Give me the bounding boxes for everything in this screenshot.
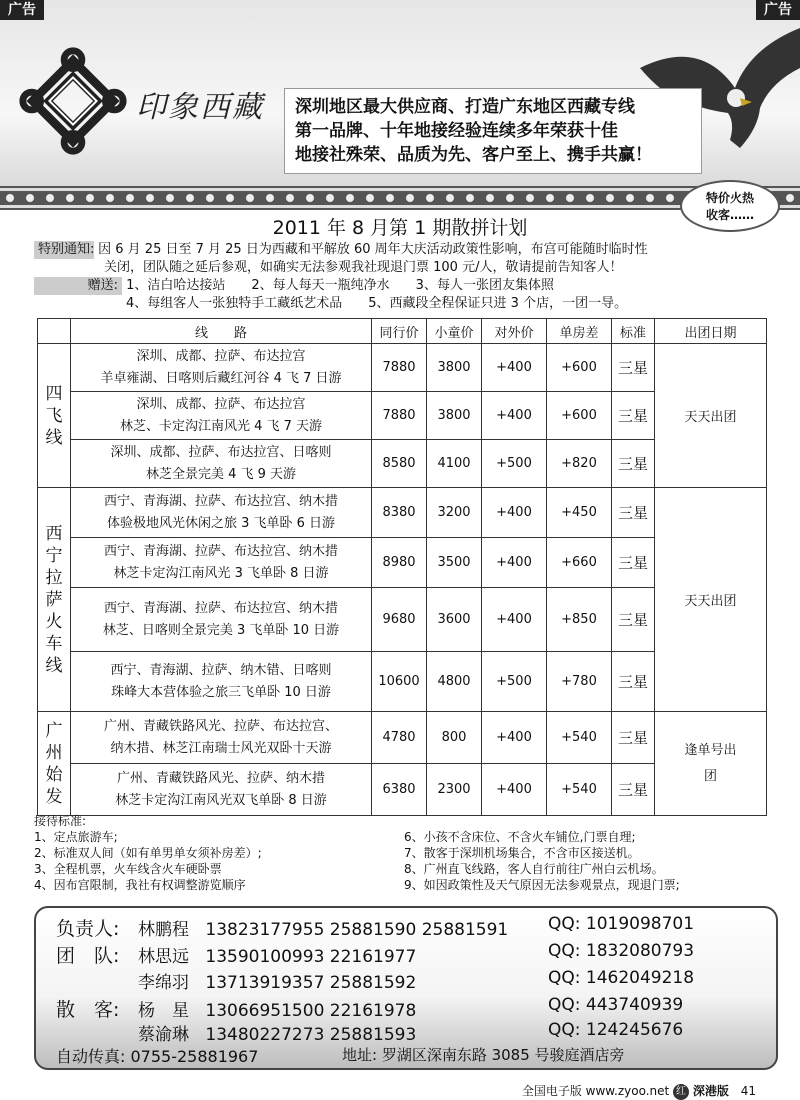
external-price: +400 [482,344,547,392]
contact-name: 李绵羽 [138,973,189,993]
terms-item: 2、标准双人间（如有单男单女须补房差）; [34,846,262,860]
footer-edition: 深港版 [692,1084,729,1098]
child-price: 4100 [427,440,482,488]
contact-qq: QQ: 124245676 [548,1020,684,1040]
hotel-standard: 三星 [612,764,655,816]
table-row [38,344,767,392]
external-price: +400 [482,712,547,764]
table-row [38,488,767,538]
single-supplement: +450 [547,488,612,538]
single-supplement: +850 [547,588,612,652]
contact-phones: 13480227273 25881593 [205,1025,417,1045]
contact-line [56,941,416,968]
child-price: 3600 [427,588,482,652]
fax-line: 自动传真: 0755-25881967 [56,1047,259,1066]
peer-price: 8380 [372,488,427,538]
contact-line [56,968,416,993]
column-header-group [38,319,71,344]
publisher-logo: 红 [673,1084,689,1100]
child-price: 3500 [427,538,482,588]
child-price: 4800 [427,652,482,712]
hotel-standard: 三星 [612,488,655,538]
terms-item: 8、广州直飞线路，客人自行前往广州白云机场。 [404,862,664,876]
hotel-standard: 三星 [612,712,655,764]
route-line: 西宁、青海湖、拉萨、布达拉宫、纳木措 [103,493,338,509]
terms-right-column [404,829,774,893]
child-price: 3800 [427,344,482,392]
single-supplement: +600 [547,392,612,440]
peer-price: 8980 [372,538,427,588]
route-desc [71,588,372,652]
terms-left-column [34,829,404,893]
terms-item: 4、因布宫限制，我社有权调整游览顺序 [34,878,246,892]
column-header: 标准 [612,319,655,344]
contact-label: 负责人: [56,918,120,940]
special-notice [34,241,774,313]
terms-item: 3、全程机票，火车线含火车硬卧票 [34,862,222,876]
departure-date: 天天出团 [655,488,767,712]
single-supplement: +600 [547,344,612,392]
contact-name: 蔡渝琳 [138,1025,189,1045]
contact-name: 林思远 [138,947,189,967]
departure-date-text: 逢单号出团 [684,742,737,784]
ad-label-right: 广告 [756,0,800,20]
peer-price: 7880 [372,392,427,440]
single-supplement: +540 [547,712,612,764]
route-desc [71,488,372,538]
route-line: 林芝卡定沟江南风光双飞单卧 8 日游 [115,792,327,808]
route-group-name: 西宁拉萨火车线 [38,488,71,712]
peer-price: 6380 [372,764,427,816]
badge-line: 收客…… [705,208,754,222]
route-line: 体验极地风光休闲之旅 3 飞单卧 6 日游 [106,515,336,531]
contact-phones: 13066951500 22161978 [205,1001,417,1021]
route-line: 西宁、青海湖、拉萨、纳木错、日喀则 [110,662,332,678]
gift-text: 1、洁白哈达接站 2、每人每天一瓶纯净水 3、每人一张团友集体照 [126,278,554,293]
terms-item: 9、如因政策性及天气原因无法参观景点，现退门票; [404,878,680,892]
tagline-line: 地接社殊荣、品质为先、客户至上、携手共赢！ [295,145,652,165]
notice-text: 关闭，团队随之延后参观，如确实无法参观我社现退门票 100 元/人，敬请提前告知客人！ [104,260,623,275]
page-number: 41 [740,1084,756,1098]
terms-item: 1、定点旅游车; [34,830,118,844]
route-line: 深圳、成都、拉萨、布达拉宫 [136,348,306,364]
route-group-name: 广州始发 [38,712,71,816]
route-line: 西宁、青海湖、拉萨、布达拉宫、纳木措 [103,600,338,616]
departure-date [655,712,767,816]
route-line: 林芝卡定沟江南风光 3 飞单卧 8 日游 [113,565,329,581]
contact-qq: QQ: 1832080793 [548,941,695,961]
route-desc [71,652,372,712]
route-group-name: 四飞线 [38,344,71,488]
contact-qq: QQ: 1019098701 [548,914,695,934]
notice-text: 因 6 月 25 日至 7 月 25 日为西藏和平解放 60 周年大庆活动政策性影响，布宫可能随时临时性 [98,242,648,257]
tagline-line: 第一品牌、十年地接经验连续多年荣获十佳 [295,121,618,141]
route-desc [71,440,372,488]
logo-text: 印象西藏 [136,90,264,125]
peer-price: 7880 [372,344,427,392]
address-line: 地址: 罗湖区深南东路 3085 号骏庭酒店旁 [342,1046,625,1064]
contact-label: 散 客: [56,999,120,1021]
header-banner [0,0,800,190]
hotel-standard: 三星 [612,440,655,488]
route-line: 珠峰大本营体验之旅三飞单卧 10 日游 [111,684,331,700]
column-header: 同行价 [372,319,427,344]
child-price: 800 [427,712,482,764]
gift-label: 赠送: [34,277,122,295]
page-footer [522,1082,756,1100]
contact-panel [34,906,778,1070]
ad-label-left: 广告 [0,0,44,20]
child-price: 3800 [427,392,482,440]
hotel-standard: 三星 [612,392,655,440]
hotel-standard: 三星 [612,588,655,652]
hotel-standard: 三星 [612,652,655,712]
external-price: +400 [482,538,547,588]
peer-price: 8580 [372,440,427,488]
peer-price: 9680 [372,588,427,652]
route-desc [71,764,372,816]
column-header: 对外价 [482,319,547,344]
route-desc [71,392,372,440]
route-line: 西宁、青海湖、拉萨、布达拉宫、纳木措 [103,543,338,559]
child-price: 3200 [427,488,482,538]
child-price: 2300 [427,764,482,816]
contact-label: 团 队: [56,945,120,967]
contact-phones: 13713919357 25881592 [205,973,417,993]
route-line: 纳木措、林芝江南瑞士风光双卧十天游 [110,740,332,756]
hotel-standard: 三星 [612,538,655,588]
logo-calligraphy [130,42,280,162]
route-line: 羊卓雍湖、日喀则后藏红河谷 4 飞 7 日游 [100,370,342,386]
column-header: 出团日期 [655,319,767,344]
departure-date: 天天出团 [655,344,767,488]
route-desc [71,712,372,764]
endless-knot-logo [14,42,132,160]
route-line: 广州、青藏铁路风光、拉萨、纳木措 [116,770,325,786]
footer-site: 全国电子版 www.zyoo.net [521,1084,670,1098]
page-title: 2011 年 8 月第 1 期散拼计划 [272,217,528,239]
peer-price: 10600 [372,652,427,712]
route-line: 深圳、成都、拉萨、布达拉宫、日喀则 [110,444,332,460]
contact-qq: QQ: 1462049218 [548,968,695,988]
external-price: +400 [482,588,547,652]
terms-item: 6、小孩不含床位、不含火车铺位,门票自理; [404,830,636,844]
external-price: +400 [482,764,547,816]
contact-name: 杨 星 [138,1001,189,1021]
route-desc [71,538,372,588]
external-price: +400 [482,488,547,538]
column-header: 线 路 [71,319,372,344]
column-header: 单房差 [547,319,612,344]
badge-line: 特价火热 [705,191,754,205]
contact-name: 林鹏程 [138,920,189,940]
contact-line [56,995,416,1022]
route-line: 林芝、日喀则全景完美 3 飞单卧 10 日游 [102,622,340,638]
contact-phones: 13823177955 25881590 25881591 [205,920,509,940]
contact-phones: 13590100993 22161977 [205,947,417,967]
single-supplement: +540 [547,764,612,816]
table-header-row [38,319,767,344]
hotel-standard: 三星 [612,344,655,392]
contact-qq: QQ: 443740939 [548,995,684,1015]
route-line: 深圳、成都、拉萨、布达拉宫 [136,396,306,412]
tagline-line: 深圳地区最大供应商、打造广东地区西藏专线 [295,97,635,117]
external-price: +500 [482,440,547,488]
route-desc [71,344,372,392]
single-supplement: +660 [547,538,612,588]
peer-price: 4780 [372,712,427,764]
route-line: 广州、青藏铁路风光、拉萨、布达拉宫、 [103,718,338,734]
tagline-box [284,88,702,174]
reception-standards [34,813,774,893]
contact-line [56,914,508,941]
table-row [38,712,767,764]
external-price: +500 [482,652,547,712]
route-price-table [37,318,767,816]
single-supplement: +780 [547,652,612,712]
route-line: 林芝、卡定沟江南风光 4 飞 7 天游 [119,418,323,434]
route-line: 林芝全景完美 4 飞 9 天游 [145,466,297,482]
single-supplement: +820 [547,440,612,488]
gift-text: 4、每组客人一张独特手工藏纸艺术品 5、西藏段全程保证只进 3 个店，一团一导。 [126,296,628,311]
terms-title: 接待标准: [34,814,87,828]
column-header: 小童价 [427,319,482,344]
notice-label: 特别通知: [34,241,94,259]
external-price: +400 [482,392,547,440]
terms-item: 7、散客于深圳机场集合，不含市区接送机。 [404,846,640,860]
contact-line [56,1020,416,1045]
